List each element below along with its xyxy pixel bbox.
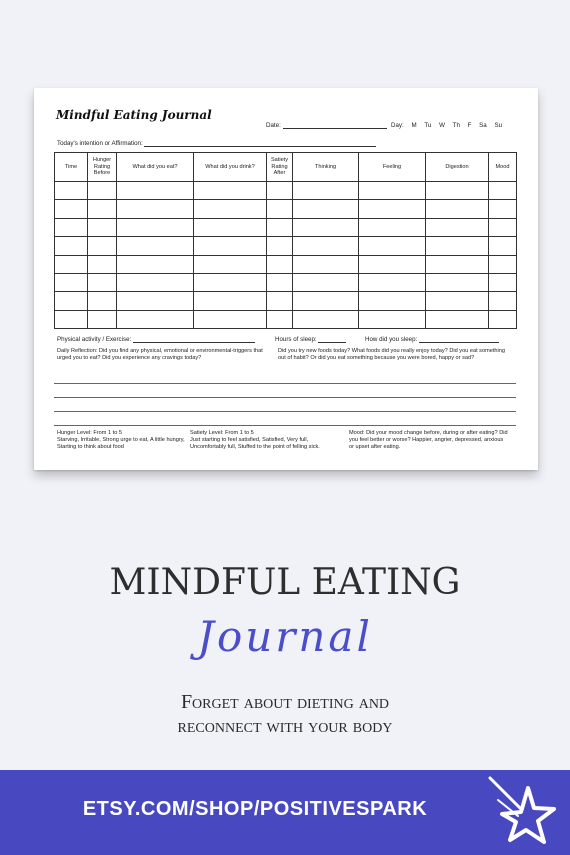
hunger-level-title: Hunger Level: From 1 to 5 — [57, 430, 122, 436]
activity-line — [133, 336, 255, 343]
date-label: Date: — [266, 122, 281, 129]
sleep-quality-line — [419, 336, 499, 343]
table-row[interactable] — [55, 273, 517, 291]
subtitle-line-2: reconnect with your body — [177, 715, 393, 737]
day-f: F — [467, 122, 472, 129]
table-row[interactable] — [55, 237, 517, 255]
journal-title: Mindful Eating Journal — [56, 108, 212, 122]
col-drink: What did you drink? — [194, 153, 267, 182]
activity-label: Physical activity / Exercise: — [57, 336, 132, 343]
promo-title: MINDFUL EATING — [109, 562, 461, 603]
reflection-right: Did you try new foods today? What foods did you really enjoy today? Did you eat something out of habit? Or did you eat something because you were bored, happy or sad? — [278, 348, 505, 361]
table-body — [55, 182, 517, 329]
writing-line — [54, 425, 516, 426]
shop-link[interactable]: ETSY.COM/SHOP/POSITIVESPARK — [82, 798, 428, 820]
writing-line — [54, 411, 516, 412]
date-field — [266, 122, 387, 129]
table-row[interactable] — [55, 182, 517, 200]
sleep-line — [318, 336, 346, 343]
day-field — [391, 122, 502, 129]
writing-line — [54, 383, 516, 384]
intention-field — [57, 140, 376, 147]
sleep-label: Hours of sleep: — [275, 336, 317, 343]
journal-table — [54, 152, 517, 329]
day-tu: Tu — [424, 122, 432, 129]
sleep-quality-label: How did you sleep: — [365, 336, 418, 343]
mood-legend: Mood: Did your mood change before, during or after eating? Did you feel better or worse? Happier, angrier, depressed, anxious or upset after eating. — [349, 430, 508, 450]
promo-subtitle — [0, 690, 570, 738]
journal-sheet — [34, 88, 538, 470]
col-feeling: Feeling — [359, 153, 426, 182]
hunger-level-legend — [57, 430, 185, 451]
writing-line — [54, 397, 516, 398]
day-sa: Sa — [479, 122, 487, 129]
table-row[interactable] — [55, 292, 517, 310]
table-row[interactable] — [55, 200, 517, 218]
col-mood: Mood — [489, 153, 517, 182]
table-row[interactable] — [55, 255, 517, 273]
col-eat: What did you eat? — [117, 153, 194, 182]
satiety-level-title: Satiety Level: From 1 to 5 — [190, 430, 254, 436]
day-th: Th — [452, 122, 460, 129]
col-digestion: Digestion — [426, 153, 489, 182]
day-m: M — [411, 122, 417, 129]
satiety-level-legend — [190, 430, 342, 451]
day-label: Day: — [391, 122, 404, 129]
star-logo-icon — [488, 776, 560, 848]
hunger-level-text: Starving, Irritable, Strong urge to eat, A little hungry, Starting to think about food — [57, 437, 185, 450]
day-su: Su — [494, 122, 503, 129]
col-satiety-rating: Satiety Rating After — [267, 153, 293, 182]
col-thinking: Thinking — [293, 153, 359, 182]
table-header-row — [55, 153, 517, 182]
subtitle-line-1: Forget about dieting and — [180, 691, 390, 713]
col-time: Time — [55, 153, 88, 182]
table-row[interactable] — [55, 218, 517, 236]
sleep-field — [275, 336, 346, 343]
activity-field — [57, 336, 255, 343]
intention-line — [144, 140, 376, 147]
date-line — [283, 122, 387, 129]
shop-banner — [0, 770, 570, 855]
intention-label: Today's intention or Affirmation: — [57, 140, 143, 147]
table-row[interactable] — [55, 310, 517, 328]
sleep-quality-field — [365, 336, 499, 343]
reflection-left: Daily Reflection: Did you find any physical, emotional or environmental-triggers that urged you to eat? Did you experience any cravings today? — [57, 348, 263, 361]
promo-script-title: Journal — [197, 612, 373, 661]
day-w: W — [439, 122, 445, 129]
col-hunger-rating: Hunger Rating Before — [88, 153, 117, 182]
satiety-level-text: Just starting to feel satisfied, Satisfied, Very full, Uncomfortably full, Stuffed to the point of felling sick. — [190, 437, 320, 450]
